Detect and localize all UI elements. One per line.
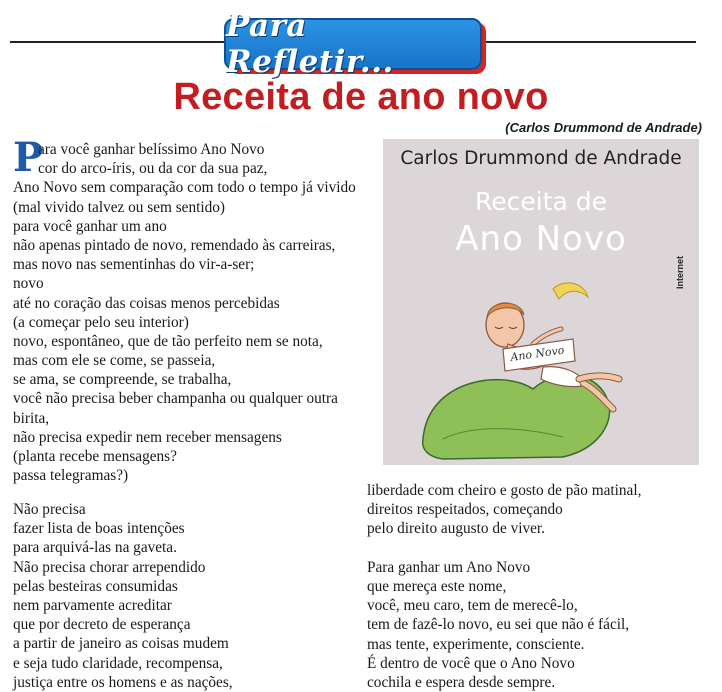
header-rule-right [482,41,696,43]
poem-line: para arquivá-las na gaveta. [13,539,177,557]
stanza-gap [367,539,641,558]
section-label: Para Refletir... [226,8,394,80]
poem-line: se ama, se compreende, se trabalha, [13,371,232,389]
sash-text: Ano Novo [509,343,566,364]
poem-line: mas com ele se come, se passeia, [13,352,216,370]
section-badge [224,8,482,80]
book-title-line2: Ano Novo [455,219,627,259]
book-cover-image [383,139,699,465]
poem-line: birita, [13,409,50,427]
poem-line: liberdade com cheiro e gosto de pão matinal, [367,482,642,499]
poem-line: e seja tudo claridade, recompensa, [13,654,223,672]
poem-line: até no coração das coisas menos percebidas [13,294,280,312]
poem-line: mas novo nas sementinhas do vir-a-ser; [13,256,255,274]
drop-cap: P [13,134,44,181]
poem-line: novo [13,275,44,293]
poem-line: para você ganhar um ano [13,217,167,235]
poem-line: tem de fazê-lo novo, eu sei que não é fácil, [367,616,630,634]
poem-line: você, meu caro, tem de merecê-lo, [367,597,578,615]
poem-column-1 [13,134,356,485]
poem-line: não precisa expedir nem receber mensagens [13,428,282,446]
poem-line: direitos respeitados, começando [367,501,563,519]
photo-credit: Internet [675,255,685,289]
poem-column-2 [367,481,641,692]
poem-line: a partir de janeiro as coisas mudem [13,635,229,653]
poem-line: justiça entre os homens e as nações, [13,673,233,691]
poem-line: Para ganhar um Ano Novo [367,558,531,576]
flying-boy-illustration [383,139,699,465]
poem-column-1-bottom [13,500,233,692]
poem-line: que por decreto de esperança [13,616,191,634]
poem-line: cor do arco-íris, ou da cor da sua paz, [38,160,268,178]
article-author: (Carlos Drummond de Andrade) [505,120,702,135]
poem-line: pelas besteiras consumidas [13,577,178,595]
poem-line: você não precisa beber champanha ou qualquer outra [13,390,338,408]
poem-line: ara você ganhar belíssimo Ano Novo [38,141,265,158]
poem-line: É dentro de você que o Ano Novo [367,654,575,672]
poem-line: (mal vivido talvez ou sem sentido) [13,198,225,216]
poem-line: que mereça este nome, [367,577,507,595]
poem-line: (a começar pelo seu interior) [13,313,189,331]
poem-line: não apenas pintado de novo, remendado às carreiras, [13,236,336,254]
poem-line: pelo direito augusto de viver. [367,520,545,538]
poem-line: passa telegramas?) [13,467,129,485]
poem-line: mas tente, experimente, consciente. [367,635,585,653]
poem-line: (planta recebe mensagens? [13,448,177,465]
article-title: Receita de ano novo [173,76,549,118]
poem-line: novo, espontâneo, que de tão perfeito nem se nota, [13,332,323,350]
poem-line: nem parvamente acreditar [13,596,172,614]
header-rule-left [10,41,226,43]
poem-line: fazer lista de boas intenções [13,520,185,538]
poem-line: Não precisa chorar arrependido [13,558,206,576]
book-title-line1: Receita de [474,187,608,216]
poem-line: Ano Novo sem comparação com todo o tempo já vivido [13,179,356,197]
poem-line: Não precisa [13,501,86,518]
poem-line: cochila e espera desde sempre. [367,673,556,691]
book-author: Carlos Drummond de Andrade [400,148,682,169]
